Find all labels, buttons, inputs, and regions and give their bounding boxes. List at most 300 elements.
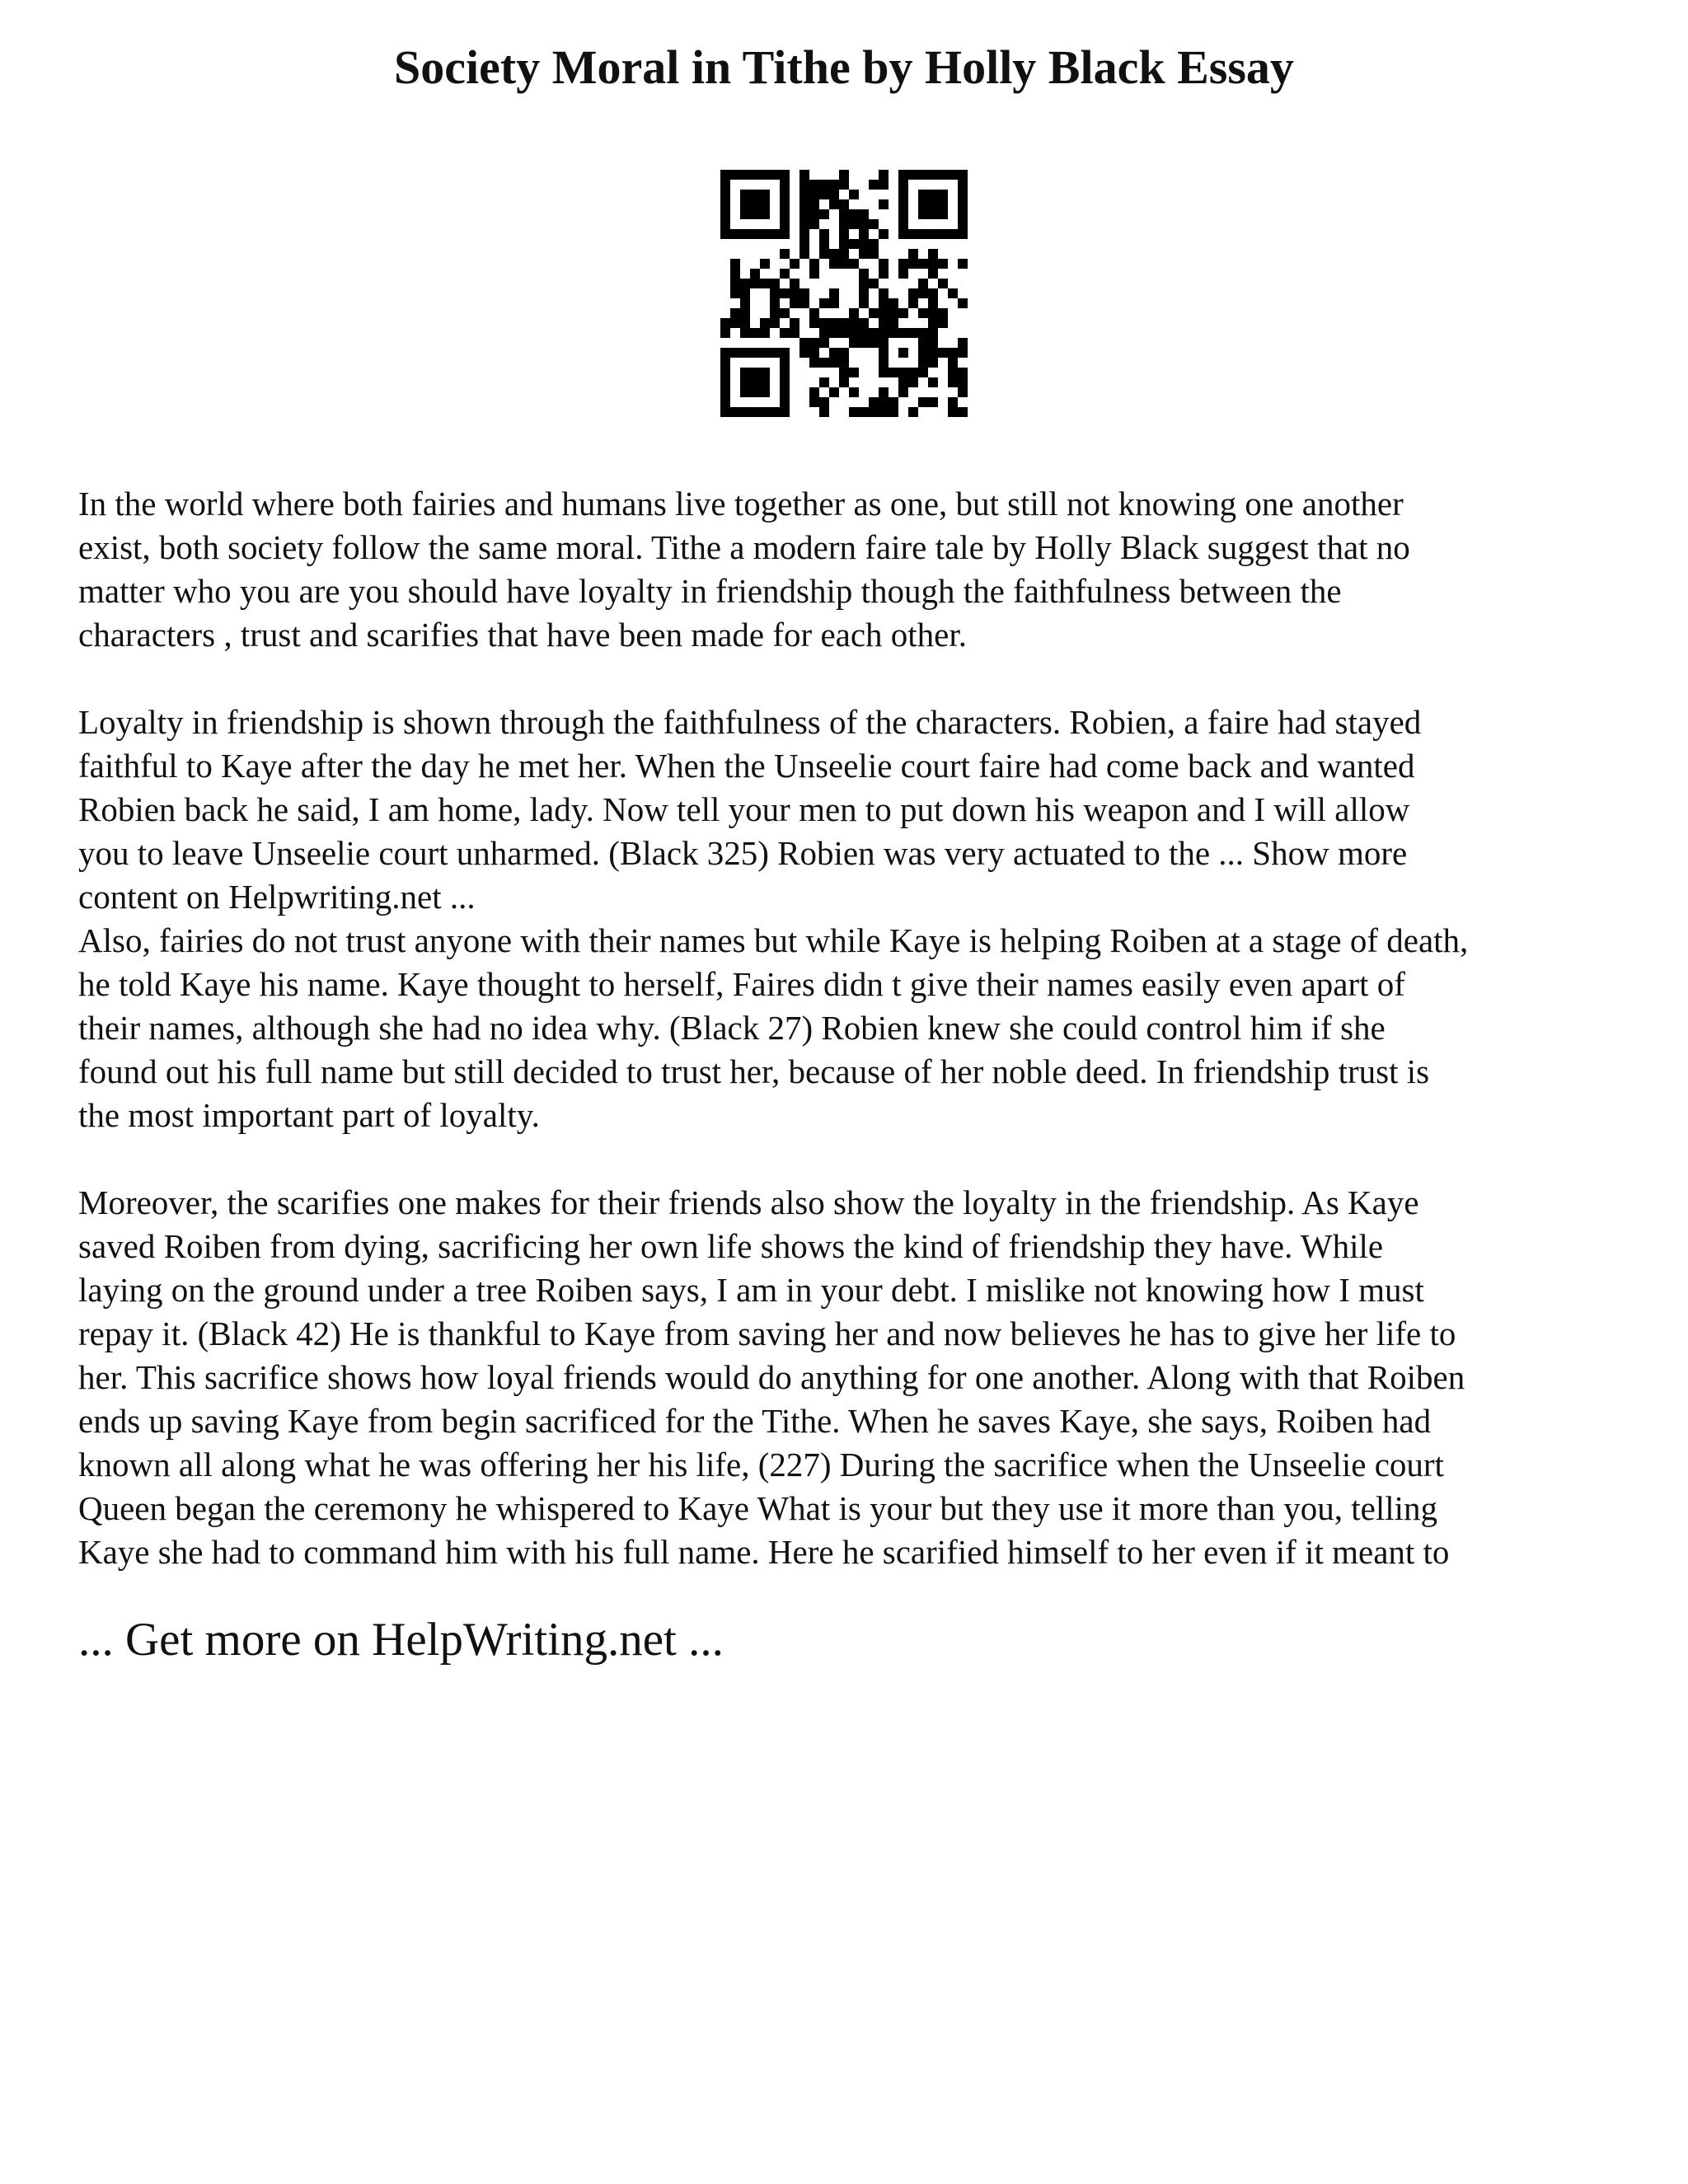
qr-module	[720, 368, 730, 377]
qr-module	[790, 288, 799, 298]
get-more-link[interactable]: ... Get more on HelpWriting.net ...	[78, 1614, 724, 1666]
qr-module	[760, 368, 770, 377]
qr-module	[869, 180, 879, 190]
qr-module	[869, 308, 879, 318]
qr-module	[908, 298, 918, 308]
qr-module	[879, 358, 889, 368]
qr-module	[809, 358, 819, 368]
qr-module	[799, 239, 809, 249]
paragraph-sacrifice: Moreover, the scarifies one makes for their friends also show the loyalty in the friendship. As Kaye saved Roiben from dying, sacrificing her own life shows the kind of friendship they have. While laying on the ground under a tree Roiben says, I am in your debt. I mislike not knowing how I must repay it. (Black 42) He is thankful to Kaye from saving her and now believes he has to give her life to her. This sacrifice shows how loyal friends would do anything for one another. Along with that Roiben ends up saving Kaye from begin sacrificed for the Tithe. When he saves Kaye, she says, Roiben had known all along what he was offering her his life, (227) During the sacrifice when the Unseelie court Queen began the ceremony he whispered to Kaye What is your but they use it more than you, telling Kaye she had to command him with his full name. Here he scarified himself to her even if it meant to	[78, 1183, 1465, 1571]
qr-module	[938, 308, 948, 318]
qr-module	[839, 199, 849, 209]
qr-module	[958, 259, 968, 269]
qr-module	[869, 397, 879, 407]
qr-module	[740, 199, 750, 209]
qr-module	[879, 328, 889, 338]
qr-module	[720, 209, 730, 219]
qr-module	[918, 190, 928, 199]
qr-module	[869, 219, 879, 229]
qr-module	[720, 170, 730, 180]
qr-module	[908, 288, 918, 298]
qr-module	[898, 348, 908, 358]
qr-module	[760, 328, 770, 338]
qr-module	[770, 298, 780, 308]
paragraph-gap	[78, 657, 1628, 701]
qr-module	[849, 338, 859, 348]
qr-module	[928, 358, 938, 368]
qr-module	[898, 229, 908, 239]
qr-module	[869, 239, 879, 249]
qr-module	[799, 180, 809, 190]
qr-module	[859, 318, 869, 328]
qr-module	[918, 209, 928, 219]
qr-module	[889, 308, 898, 318]
qr-module	[918, 397, 928, 407]
qr-module	[958, 387, 968, 397]
qr-module	[928, 328, 938, 338]
qr-module	[750, 328, 760, 338]
qr-module	[889, 328, 898, 338]
qr-module	[819, 229, 829, 239]
qr-module	[958, 348, 968, 358]
qr-module	[819, 298, 829, 308]
qr-module	[780, 199, 790, 209]
qr-module	[750, 199, 760, 209]
qr-module	[879, 397, 889, 407]
qr-module	[839, 229, 849, 239]
qr-module	[819, 190, 829, 199]
qr-module	[839, 368, 849, 377]
qr-module	[809, 190, 819, 199]
qr-module	[938, 279, 948, 288]
qr-module	[760, 279, 770, 288]
qr-module	[958, 368, 968, 377]
qr-module	[829, 318, 839, 328]
qr-module	[849, 219, 859, 229]
qr-module	[819, 407, 829, 417]
qr-module	[720, 397, 730, 407]
qr-module	[780, 397, 790, 407]
qr-module	[829, 249, 839, 259]
qr-module	[958, 180, 968, 190]
qr-module	[780, 358, 790, 368]
qr-module	[799, 229, 809, 239]
qr-module	[799, 199, 809, 209]
qr-module	[879, 229, 889, 239]
qr-module	[938, 209, 948, 219]
qr-module	[859, 288, 869, 298]
qr-module	[918, 338, 928, 348]
qr-module	[740, 348, 750, 358]
qr-module	[780, 170, 790, 180]
qr-module	[829, 298, 839, 308]
qr-module	[730, 259, 740, 269]
qr-module	[928, 249, 938, 259]
qr-module	[869, 279, 879, 288]
qr-module	[740, 328, 750, 338]
qr-module	[740, 209, 750, 219]
qr-module	[879, 338, 889, 348]
qr-module	[809, 219, 819, 229]
qr-module	[898, 170, 908, 180]
qr-module	[740, 387, 750, 397]
qr-module	[799, 249, 809, 259]
qr-module	[720, 180, 730, 190]
qr-module	[948, 170, 958, 180]
qr-module	[948, 358, 958, 368]
qr-module	[898, 180, 908, 190]
qr-module	[829, 328, 839, 338]
qr-module	[750, 279, 760, 288]
qr-module	[790, 328, 799, 338]
qr-module	[829, 180, 839, 190]
qr-module	[948, 288, 958, 298]
qr-module	[780, 407, 790, 417]
qr-module	[889, 397, 898, 407]
essay-body	[78, 482, 1628, 1574]
qr-module	[799, 298, 809, 308]
qr-module	[780, 229, 790, 239]
paragraph-trust: Also, fairies do not trust anyone with their names but while Kaye is helping Roiben at a stage of death, he told Kaye his name. Kaye thought to herself, Faires didn t give their names easily even apart of their names, although she had no idea why. (Black 27) Robien knew she could control him if she found out his full name but still decided to trust her, because of her noble deed. In friendship trust is the most important part of loyalty.	[78, 921, 1469, 1134]
qr-module	[898, 308, 908, 318]
qr-module	[859, 249, 869, 259]
qr-module	[928, 199, 938, 209]
qr-module	[740, 407, 750, 417]
qr-module	[720, 318, 730, 328]
qr-module	[750, 209, 760, 219]
qr-module	[849, 407, 859, 417]
qr-module	[829, 259, 839, 269]
qr-module	[928, 170, 938, 180]
qr-module	[809, 338, 819, 348]
qr-module	[760, 407, 770, 417]
qr-module	[780, 249, 790, 259]
qr-module	[849, 239, 859, 249]
qr-module	[839, 318, 849, 328]
qr-module	[720, 328, 730, 338]
qr-module	[740, 190, 750, 199]
qr-module	[898, 269, 908, 279]
qr-module	[918, 368, 928, 377]
qr-module	[780, 190, 790, 199]
qr-module	[809, 199, 819, 209]
qr-module	[908, 249, 918, 259]
qr-module	[780, 219, 790, 229]
qr-module	[958, 209, 968, 219]
qr-code-graphic	[720, 170, 968, 417]
qr-module	[889, 407, 898, 417]
qr-module	[730, 308, 740, 318]
qr-module	[780, 269, 790, 279]
qr-module	[720, 348, 730, 358]
qr-module	[780, 328, 790, 338]
qr-module	[730, 288, 740, 298]
qr-module	[948, 377, 958, 387]
qr-module	[740, 279, 750, 288]
qr-module	[859, 209, 869, 219]
qr-module	[760, 259, 770, 269]
qr-module	[740, 170, 750, 180]
qr-module	[750, 407, 760, 417]
qr-module	[958, 199, 968, 209]
qr-module	[879, 259, 889, 269]
qr-module	[750, 170, 760, 180]
qr-module	[918, 358, 928, 368]
qr-module	[829, 358, 839, 368]
qr-module	[730, 269, 740, 279]
qr-module	[918, 229, 928, 239]
qr-module	[760, 348, 770, 358]
qr-module	[859, 219, 869, 229]
qr-module	[859, 338, 869, 348]
qr-module	[948, 348, 958, 358]
qr-module	[918, 259, 928, 269]
qr-module	[938, 318, 948, 328]
qr-module	[938, 348, 948, 358]
qr-module	[760, 199, 770, 209]
qr-module	[898, 377, 908, 387]
qr-module	[928, 348, 938, 358]
qr-module	[819, 239, 829, 249]
qr-module	[839, 259, 849, 269]
qr-module	[750, 190, 760, 199]
qr-module	[918, 308, 928, 318]
qr-module	[770, 348, 780, 358]
qr-module	[869, 338, 879, 348]
qr-module	[750, 377, 760, 387]
qr-module	[898, 368, 908, 377]
qr-module	[770, 308, 780, 318]
qr-module	[760, 170, 770, 180]
qr-module	[859, 407, 869, 417]
qr-module	[889, 298, 898, 308]
qr-module	[809, 209, 819, 219]
qr-module	[750, 348, 760, 358]
qr-module	[879, 199, 889, 209]
qr-module	[799, 288, 809, 298]
qr-module	[948, 368, 958, 377]
qr-module	[938, 190, 948, 199]
qr-module	[849, 368, 859, 377]
qr-module	[770, 288, 780, 298]
qr-module	[908, 229, 918, 239]
qr-module	[928, 259, 938, 269]
qr-module	[829, 199, 839, 209]
qr-module	[889, 368, 898, 377]
qr-module	[819, 338, 829, 348]
qr-module	[839, 377, 849, 387]
paragraph-intro: In the world where both fairies and humans live together as one, but still not knowing one another exist, both society follow the same moral. Tithe a modern faire tale by Holly Black suggest that no matter who you are you should have loyalty in friendship though the faithfulness between the characters , trust and scarifies that have been made for each other.	[78, 485, 1410, 654]
qr-module	[829, 387, 839, 397]
qr-module	[730, 279, 740, 288]
qr-module	[770, 407, 780, 417]
qr-module	[720, 358, 730, 368]
qr-module	[740, 308, 750, 318]
qr-module	[849, 190, 859, 199]
qr-module	[730, 229, 740, 239]
qr-module	[799, 209, 809, 219]
qr-module	[898, 219, 908, 229]
qr-module	[760, 190, 770, 199]
qr-module	[790, 259, 799, 269]
qr-module	[770, 279, 780, 288]
qr-module	[750, 387, 760, 397]
qr-module	[809, 318, 819, 328]
qr-module	[819, 377, 829, 387]
qr-module	[898, 328, 908, 338]
qr-module	[958, 170, 968, 180]
qr-module	[839, 219, 849, 229]
qr-module	[849, 259, 859, 269]
qr-module	[740, 288, 750, 298]
qr-module	[958, 229, 968, 239]
qr-module	[809, 387, 819, 397]
qr-module	[740, 318, 750, 328]
qr-module	[760, 229, 770, 239]
qr-module	[780, 348, 790, 358]
qr-module	[898, 190, 908, 199]
qr-module	[720, 190, 730, 199]
qr-module	[958, 338, 968, 348]
qr-module	[780, 377, 790, 387]
page-title: Society Moral in Tithe by Holly Black Essay	[394, 40, 1294, 94]
qr-module	[760, 318, 770, 328]
qr-module	[780, 308, 790, 318]
qr-module	[809, 180, 819, 190]
qr-module	[839, 209, 849, 219]
qr-module	[918, 288, 928, 298]
qr-module	[928, 229, 938, 239]
qr-module	[799, 338, 809, 348]
qr-module	[928, 318, 938, 328]
qr-module	[859, 239, 869, 249]
qr-module	[898, 387, 908, 397]
qr-module	[809, 348, 819, 358]
qr-module	[760, 209, 770, 219]
qr-module	[780, 368, 790, 377]
qr-module	[928, 209, 938, 219]
qr-module	[790, 298, 799, 308]
qr-module	[839, 249, 849, 259]
qr-module	[859, 279, 869, 288]
qr-module	[898, 199, 908, 209]
qr-module	[879, 288, 889, 298]
qr-module	[879, 387, 889, 397]
qr-module	[740, 368, 750, 377]
qr-module	[809, 308, 819, 318]
qr-module	[938, 199, 948, 209]
qr-module	[770, 229, 780, 239]
qr-module	[799, 190, 809, 199]
qr-module	[720, 407, 730, 417]
qr-module	[829, 190, 839, 199]
qr-module	[819, 318, 829, 328]
qr-module	[809, 259, 819, 269]
qr-module	[908, 377, 918, 387]
qr-module	[928, 397, 938, 407]
qr-module	[839, 170, 849, 180]
qr-module	[750, 368, 760, 377]
qr-module	[809, 397, 819, 407]
qr-module	[760, 387, 770, 397]
qr-module	[879, 170, 889, 180]
qr-module	[928, 308, 938, 318]
qr-module	[869, 249, 879, 259]
qr-module	[879, 318, 889, 328]
qr-module	[720, 219, 730, 229]
qr-module	[740, 298, 750, 308]
qr-module	[809, 269, 819, 279]
qr-module	[879, 407, 889, 417]
qr-module	[938, 259, 948, 269]
qr-module	[770, 170, 780, 180]
qr-module	[948, 229, 958, 239]
qr-module	[819, 209, 829, 219]
qr-module	[958, 407, 968, 417]
qr-module	[839, 239, 849, 249]
qr-module	[839, 348, 849, 358]
qr-module	[879, 180, 889, 190]
qr-module	[908, 407, 918, 417]
qr-module	[859, 229, 869, 239]
qr-module	[859, 269, 869, 279]
qr-module	[780, 180, 790, 190]
qr-module	[849, 209, 859, 219]
qr-module	[879, 368, 889, 377]
qr-module	[938, 229, 948, 239]
qr-module	[720, 229, 730, 239]
qr-module	[720, 387, 730, 397]
qr-module	[948, 407, 958, 417]
qr-module	[898, 259, 908, 269]
qr-module	[750, 229, 760, 239]
qr-module	[730, 318, 740, 328]
qr-module	[928, 298, 938, 308]
qr-module	[740, 377, 750, 387]
qr-module	[849, 318, 859, 328]
qr-module	[780, 209, 790, 219]
qr-module	[879, 298, 889, 308]
qr-module	[859, 328, 869, 338]
qr-module	[908, 328, 918, 338]
qr-module	[928, 190, 938, 199]
qr-module	[908, 259, 918, 269]
qr-module	[918, 348, 928, 358]
qr-module	[790, 318, 799, 328]
qr-module	[879, 348, 889, 358]
qr-module	[720, 199, 730, 209]
qr-module	[918, 279, 928, 288]
qr-module	[958, 377, 968, 387]
qr-module	[889, 318, 898, 328]
qr-module	[928, 377, 938, 387]
paragraph-gap	[78, 1137, 1628, 1181]
qr-module	[819, 328, 829, 338]
qr-module	[948, 397, 958, 407]
qr-module	[720, 377, 730, 387]
qr-module	[918, 170, 928, 180]
qr-module	[908, 170, 918, 180]
qr-module	[839, 328, 849, 338]
qr-code-icon[interactable]	[720, 170, 968, 417]
qr-module	[819, 397, 829, 407]
qr-module	[869, 328, 879, 338]
qr-module	[730, 348, 740, 358]
qr-module	[780, 288, 790, 298]
qr-module	[839, 358, 849, 368]
qr-module	[879, 269, 889, 279]
qr-module	[928, 338, 938, 348]
